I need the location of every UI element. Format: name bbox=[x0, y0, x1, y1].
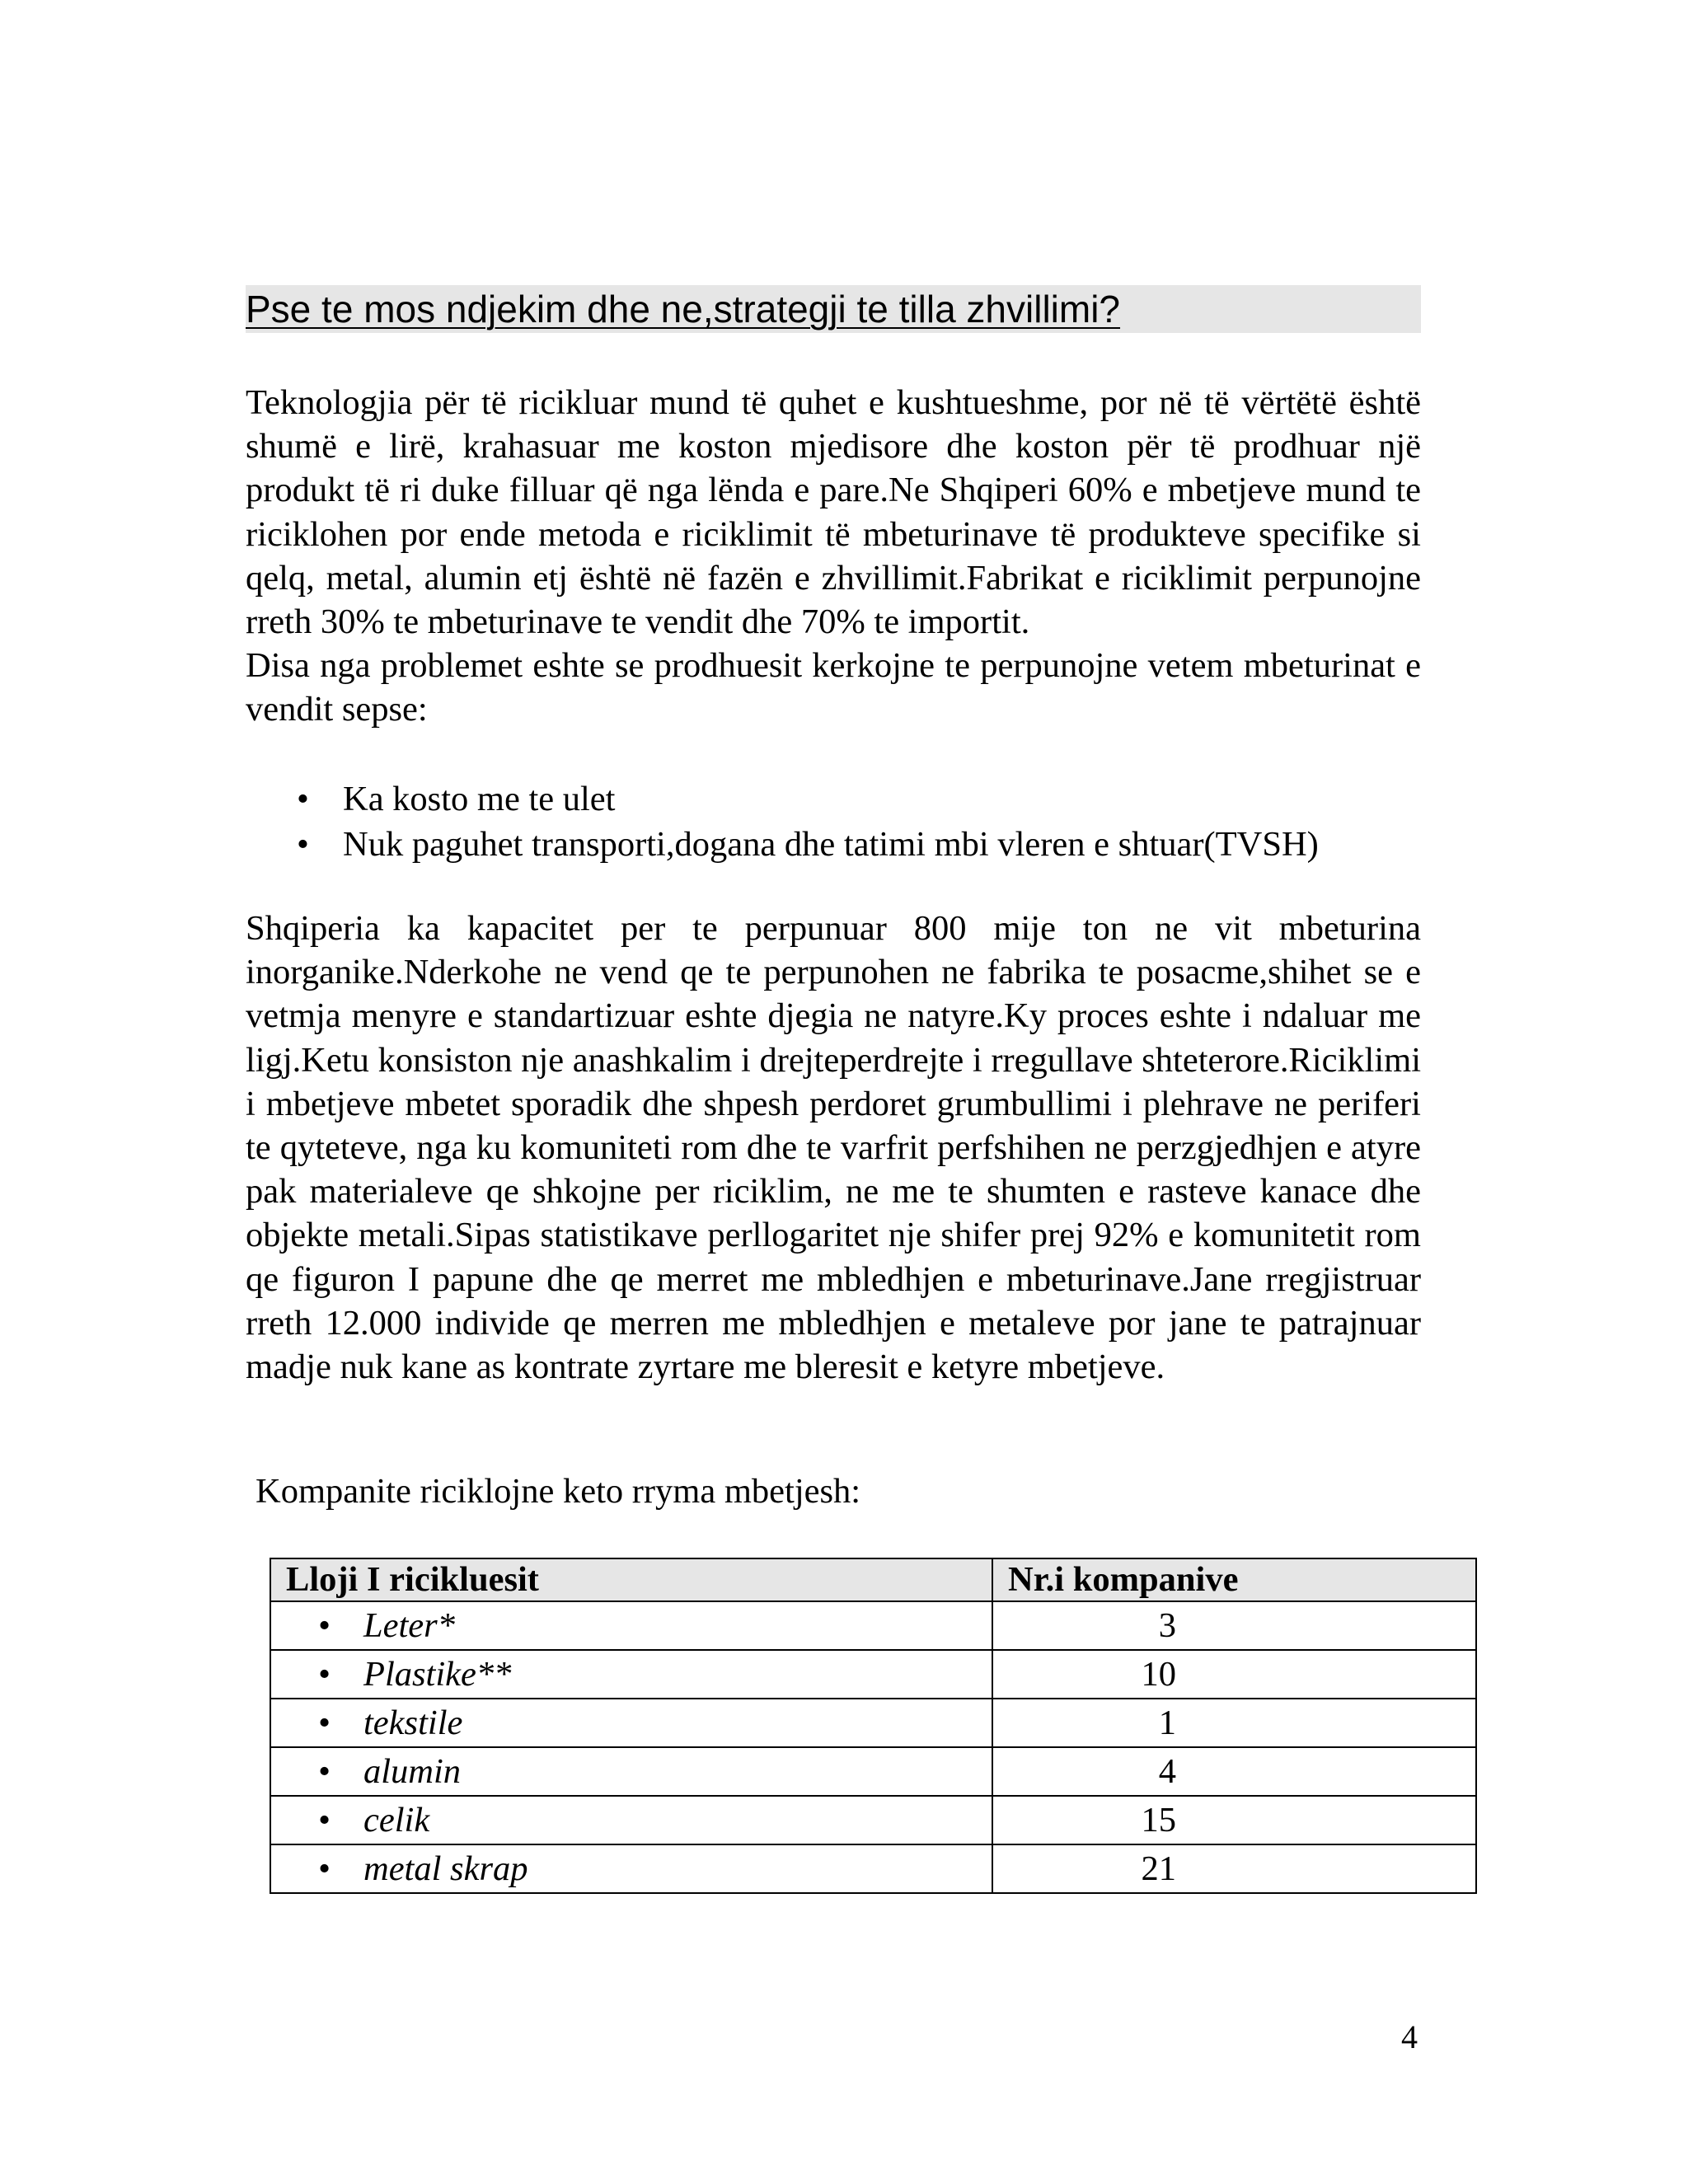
paragraph-3: Shqiperia ka kapacitet per te perpunuar 800 mije ton ne vit mbeturina inorganike.Nderkohe ne vend qe te perpunohen ne fabrika te posacme,shihet se e vetmja menyre e standartizuar eshte djegia ne natyre.Ky proces eshte i ndaluar me ligj.Ketu konsiston nje anashkalim i drejteperdrejte i rregullave shteterore.Riciklimi i mbetjeve mbetet sporadik dhe shpesh perdoret grumbullimi i plehrave ne periferi te qyteteve, nga ku komuniteti rom dhe te varfrit perfshihen ne perzgjedhjen e atyre pak materialeve qe shkojne per riciklim, ne me te shumten e rasteve kanace dhe objekte metali.Sipas statistikave perllogaritet nje shifer prej 92% e komunitetit rom qe figuron I papune dhe qe merret me mbledhjen e mbeturinave.Jane rregjistruar rreth 12.000 individe qe merren me mbledhjen e metaleve por jane te patrajnuar madje nuk kane as kontrate zyrtare me bleresit e ketyre mbetjeve. bbox=[246, 909, 1421, 1387]
table-row bbox=[270, 1747, 1476, 1796]
row-type-cell bbox=[270, 1844, 992, 1893]
section-heading-text: Pse te mos ndjekim dhe ne,strategji te tilla zhvillimi? bbox=[246, 288, 1121, 330]
table-row bbox=[270, 1844, 1476, 1893]
company-count: 1 bbox=[1158, 1704, 1176, 1742]
paragraph-1: Teknologjia për të ricikluar mund të quhet e kushtueshme, por në të vërtëtë është shumë e lirë, krahasuar me koston mjedisore dhe koston për të prodhuar një produkt të ri duke filluar që nga lënda e pare.Ne Shqiperi 60% e mbetjeve mund te riciklohen por ende metoda e riciklimit të mbeturinave të produkteve specifike si qelq, metal, alumin etj është në fazën e zhvillimit.Fabrikat e riciklimit perpunojne rreth 30% te mbeturinave te vendit dhe 70% te importit. bbox=[246, 383, 1421, 642]
row-type-cell bbox=[270, 1601, 992, 1650]
company-count: 10 bbox=[1141, 1655, 1176, 1694]
row-type-cell bbox=[270, 1699, 992, 1747]
bullet-dot: • bbox=[318, 1606, 331, 1645]
company-count: 15 bbox=[1141, 1801, 1176, 1840]
paragraph-2: Disa nga problemet eshte se prodhuesit kerkojne te perpunojne vetem mbeturinat e vendit sepse: bbox=[246, 646, 1421, 729]
recycler-type: Leter* bbox=[363, 1606, 455, 1645]
bullet-dot: • bbox=[318, 1801, 331, 1840]
row-count-cell bbox=[992, 1796, 1476, 1844]
body-block-2 bbox=[246, 907, 1421, 1389]
row-count-cell bbox=[992, 1650, 1476, 1699]
body-block-1 bbox=[246, 381, 1421, 732]
table-row bbox=[270, 1796, 1476, 1844]
bullet-dot: • bbox=[318, 1704, 331, 1742]
table-row bbox=[270, 1650, 1476, 1699]
company-count: 4 bbox=[1158, 1752, 1176, 1791]
row-count-cell bbox=[992, 1747, 1476, 1796]
table-intro: Kompanite riciklojne keto rryma mbetjesh: bbox=[256, 1472, 861, 1511]
column-header-type: Lloji I ricikluesit bbox=[270, 1558, 992, 1601]
row-type-cell bbox=[270, 1747, 992, 1796]
table-header-row bbox=[270, 1558, 1476, 1601]
bullet-dot: • bbox=[318, 1655, 331, 1694]
recycler-type: metal skrap bbox=[363, 1849, 528, 1888]
recycler-type: alumin bbox=[363, 1752, 462, 1791]
company-count: 21 bbox=[1141, 1849, 1176, 1888]
bullet-item: • Ka kosto me te ulet bbox=[246, 776, 1421, 822]
row-type-cell bbox=[270, 1650, 992, 1699]
row-count-cell bbox=[992, 1699, 1476, 1747]
table-row bbox=[270, 1601, 1476, 1650]
bullet-item: • Nuk paguhet transporti,dogana dhe tatimi mbi vleren e shtuar(TVSH) bbox=[246, 822, 1421, 867]
section-heading bbox=[246, 285, 1421, 333]
page-number: 4 bbox=[1401, 2018, 1418, 2055]
row-count-cell bbox=[992, 1844, 1476, 1893]
bullet-list bbox=[246, 776, 1421, 867]
recycler-type: tekstile bbox=[363, 1704, 463, 1742]
row-count-cell bbox=[992, 1601, 1476, 1650]
recycler-type: Plastike** bbox=[363, 1655, 512, 1694]
recycler-type: celik bbox=[363, 1801, 430, 1840]
column-header-count: Nr.i kompanive bbox=[992, 1558, 1476, 1601]
company-count: 3 bbox=[1158, 1606, 1176, 1645]
recyclers-table bbox=[270, 1558, 1477, 1894]
bullet-dot: • bbox=[318, 1849, 331, 1888]
row-type-cell bbox=[270, 1796, 992, 1844]
table-row bbox=[270, 1699, 1476, 1747]
bullet-dot: • bbox=[318, 1752, 331, 1791]
